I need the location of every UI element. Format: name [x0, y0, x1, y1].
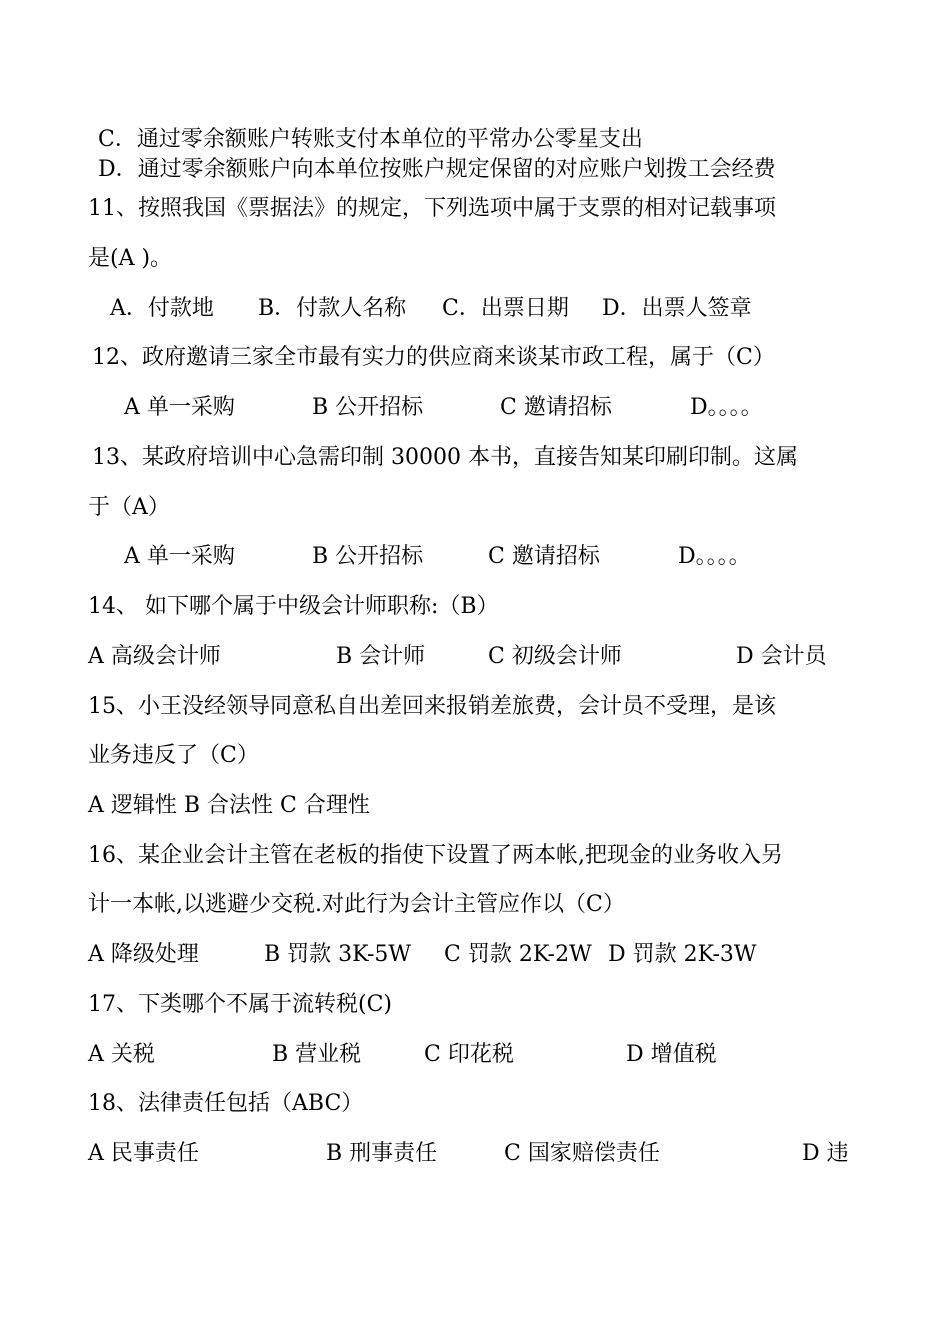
question-17-options	[0, 1040, 950, 1070]
question-15-line-1: 15、小王没经领导同意私自出差回来报销差旅费，会计员不受理，是该	[88, 694, 776, 719]
option-a: A 单一采购	[124, 395, 235, 420]
option-b: B．付款人名称	[258, 296, 407, 321]
question-11-line-2: 是(A )。	[88, 246, 173, 271]
question-13-options	[0, 542, 950, 572]
question-16-line-2: 计一本帐,以逃避少交税.对此行为会计主管应作以（C）	[88, 892, 625, 917]
option-d: D 增值税	[626, 1042, 717, 1067]
option-b: B 公开招标	[312, 544, 424, 569]
option-c: C 印花税	[424, 1042, 514, 1067]
option-d: D。。。。	[678, 544, 751, 569]
question-18-options	[0, 1139, 950, 1169]
question-12-options	[0, 393, 950, 423]
option-d-previous: D．通过零余额账户向本单位按账户规定保留的对应账户划拨工会经费	[98, 157, 776, 182]
question-14-options	[0, 642, 950, 672]
option-a: A 降级处理	[88, 942, 199, 967]
option-d: D 罚款 2K-3W	[608, 942, 757, 967]
option-a: A 关税	[88, 1042, 155, 1067]
option-d: D．出票人签章	[602, 296, 752, 321]
option-a: A 民事责任	[88, 1141, 199, 1166]
option-a: A 单一采购	[124, 544, 235, 569]
option-c-previous: C．通过零余额账户转账支付本单位的平常办公零星支出	[98, 127, 643, 152]
option-c: C 初级会计师	[488, 644, 622, 669]
option-a: A．付款地	[110, 296, 214, 321]
option-c: C 邀请招标	[488, 544, 600, 569]
option-c: C 罚款 2K-2W	[444, 942, 592, 967]
question-14: 14、 如下哪个属于中级会计师职称:（B）	[88, 594, 499, 619]
question-13-line-1: 13、某政府培训中心急需印制 30000 本书，直接告知某印刷印制。这属	[92, 445, 798, 470]
option-c: C 邀请招标	[500, 395, 612, 420]
option-d: D。。。。	[690, 395, 763, 420]
option-c: C 国家赔偿责任	[504, 1141, 660, 1166]
option-b: B 刑事责任	[326, 1141, 438, 1166]
option-b: B 罚款 3K-5W	[264, 942, 412, 967]
question-17: 17、下类哪个不属于流转税(C)	[88, 992, 392, 1017]
option-b: B 公开招标	[312, 395, 424, 420]
question-12: 12、政府邀请三家全市最有实力的供应商来谈某市政工程，属于（C）	[92, 345, 775, 370]
question-18: 18、法律责任包括（ABC）	[88, 1091, 364, 1116]
question-16-options	[0, 940, 950, 970]
question-11-line-1: 11、按照我国《票据法》的规定，下列选项中属于支票的相对记载事项	[88, 196, 776, 221]
question-15-line-2: 业务违反了（C）	[88, 743, 259, 768]
option-c: C．出票日期	[442, 296, 569, 321]
option-a: A 高级会计师	[88, 644, 221, 669]
option-d: D 违	[802, 1141, 849, 1166]
question-15-options: A 逻辑性 B 合法性 C 合理性	[88, 793, 370, 818]
question-11-options	[0, 294, 950, 324]
option-b: B 会计师	[336, 644, 426, 669]
option-b: B 营业税	[272, 1042, 362, 1067]
question-16-line-1: 16、某企业会计主管在老板的指使下设置了两本帐,把现金的业务收入另	[88, 843, 783, 868]
question-13-line-2: 于（A）	[88, 495, 170, 520]
option-d: D 会计员	[736, 644, 827, 669]
